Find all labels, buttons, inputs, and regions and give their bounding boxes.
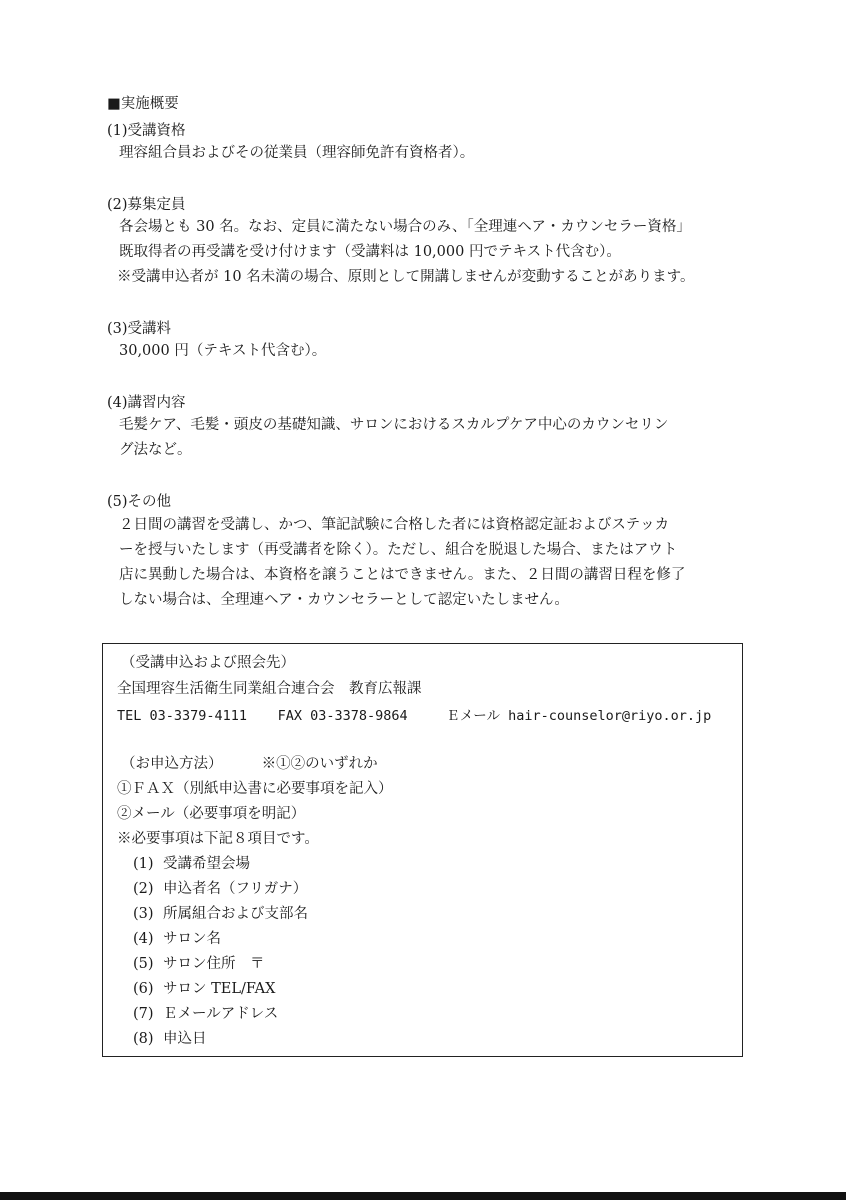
required-item-label: サロン TEL/FAX	[163, 981, 276, 997]
required-item-label: サロン名	[163, 931, 221, 947]
required-item-label: 所属組合および支部名	[163, 906, 308, 922]
section-5-title: (5)その他	[107, 494, 172, 510]
contact-heading: （受講申込および照会先）	[121, 655, 295, 671]
section-2-title: (2)募集定員	[107, 197, 186, 213]
required-item	[133, 904, 308, 924]
apply-heading-label: （お申込方法）	[121, 756, 223, 772]
required-item-label: 申込者名（フリガナ）	[163, 881, 308, 897]
section-4-title: (4)講習内容	[107, 395, 186, 411]
required-items-note: ※必要事項は下記８項目です。	[117, 831, 319, 847]
required-item	[133, 954, 265, 974]
section-5-line: しない場合は、全理連ヘア・カウンセラーとして認定いたしません。	[119, 592, 569, 608]
section-5-line: 店に異動した場合は、本資格を譲うことはできません。また、２日間の講習日程を修了	[119, 567, 686, 583]
apply-method-email: ②メール（必要事項を明記）	[117, 806, 306, 822]
contact-box	[102, 643, 743, 1057]
apply-heading	[121, 754, 378, 774]
required-item-number: (6)	[133, 981, 154, 997]
apply-method-fax: ①ＦＡＸ（別紙申込書に必要事項を記入）	[117, 781, 393, 797]
apply-method-note: ※①②のいずれか	[261, 756, 378, 772]
section-5-line: ーを授与いたします（再受講者を除く）。ただし、組合を脱退した場合、またはアウト	[119, 542, 678, 558]
required-item-number: (2)	[133, 881, 154, 897]
contact-organization: 全国理容生活衛生同業組合連合会 教育広報課	[117, 681, 422, 697]
section-3-line: 30,000 円（テキスト代含む）。	[119, 343, 327, 359]
required-item-number: (4)	[133, 931, 154, 947]
contact-email[interactable]: Ｅメール hair-counselor@riyo.or.jp	[446, 708, 712, 724]
required-item	[133, 879, 307, 899]
section-4-line: グ法など。	[119, 442, 192, 458]
section-3-title: (3)受講料	[107, 321, 172, 337]
required-item-label: 受講希望会場	[163, 856, 250, 872]
section-1-title: (1)受講資格	[107, 123, 186, 139]
required-item-number: (8)	[133, 1031, 154, 1047]
section-2-line: 既取得者の再受講を受け付けます（受講料は 10,000 円でテキスト代含む）。	[119, 244, 621, 260]
section-1-line: 理容組合員およびその従業員（理容師免許有資格者）。	[119, 145, 475, 161]
required-item-number: (5)	[133, 956, 154, 972]
section-5-body	[119, 513, 749, 613]
required-item-label: サロン住所 〒	[163, 956, 265, 972]
contact-row	[117, 706, 711, 726]
section-4-body	[119, 413, 749, 463]
required-item-label: Ｅメールアドレス	[163, 1006, 279, 1022]
required-item	[133, 854, 250, 874]
overview-heading: ■実施概要	[107, 96, 179, 112]
required-item	[133, 929, 221, 949]
section-2-line: ※受講申込者が 10 名未満の場合、原則として開講しませんが変動することがあります。	[117, 269, 695, 285]
required-item-number: (1)	[133, 856, 154, 872]
contact-fax: FAX 03-3378-9864	[277, 708, 408, 724]
bottom-edge-divider	[0, 1192, 846, 1200]
section-2-line: 各会場とも 30 名。なお、定員に満たない場合のみ、「全理連ヘア・カウンセラー資格」	[119, 219, 691, 235]
required-item-number: (3)	[133, 906, 154, 922]
required-item	[133, 979, 275, 999]
required-item	[133, 1029, 207, 1049]
section-3-body	[119, 339, 749, 364]
required-item	[133, 1004, 278, 1024]
section-1-body	[119, 141, 749, 166]
section-5-line: ２日間の講習を受講し、かつ、筆記試験に合格した者には資格認定証およびステッカ	[119, 517, 670, 533]
section-2-body	[119, 215, 749, 290]
section-4-line: 毛髪ケア、毛髪・頭皮の基礎知識、サロンにおけるスカルプケア中心のカウンセリン	[119, 417, 669, 433]
required-item-number: (7)	[133, 1006, 154, 1022]
required-item-label: 申込日	[163, 1031, 207, 1047]
contact-tel: TEL 03-3379-4111	[117, 708, 248, 724]
